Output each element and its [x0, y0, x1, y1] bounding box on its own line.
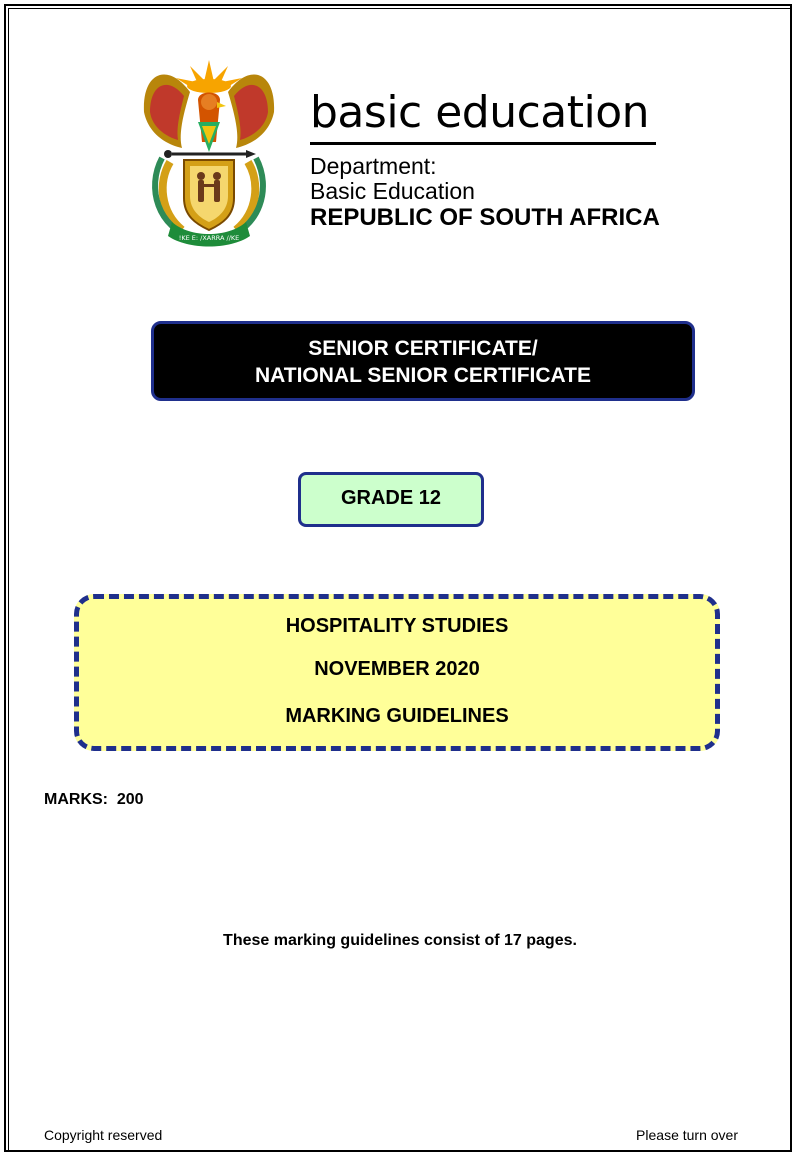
certificate-line2: NATIONAL SENIOR CERTIFICATE: [255, 364, 591, 387]
certificate-line1: SENIOR CERTIFICATE/: [308, 337, 538, 360]
grade-badge: GRADE 12: [298, 472, 484, 527]
turn-over-notice: Please turn over: [636, 1127, 738, 1143]
republic-name: REPUBLIC OF SOUTH AFRICA: [310, 204, 660, 231]
subject-panel: [74, 594, 720, 751]
department-label: Department:: [310, 153, 437, 179]
department-name: Basic Education: [310, 178, 475, 204]
certificate-banner: [151, 321, 695, 401]
brand-divider: [310, 142, 656, 145]
brand-title: basic education: [310, 87, 650, 138]
exam-session: NOVEMBER 2020: [314, 658, 480, 680]
coat-of-arms-icon: [138, 52, 280, 248]
subject-name: HOSPITALITY STUDIES: [285, 615, 509, 637]
page-count-note: These marking guidelines consist of 17 pages.: [223, 932, 577, 949]
total-marks: MARKS: 200: [44, 791, 144, 808]
motto-text: !KE E: /XARRA //KE: [178, 234, 240, 242]
document-type: MARKING GUIDELINES: [285, 705, 509, 727]
copyright-notice: Copyright reserved: [44, 1127, 163, 1143]
